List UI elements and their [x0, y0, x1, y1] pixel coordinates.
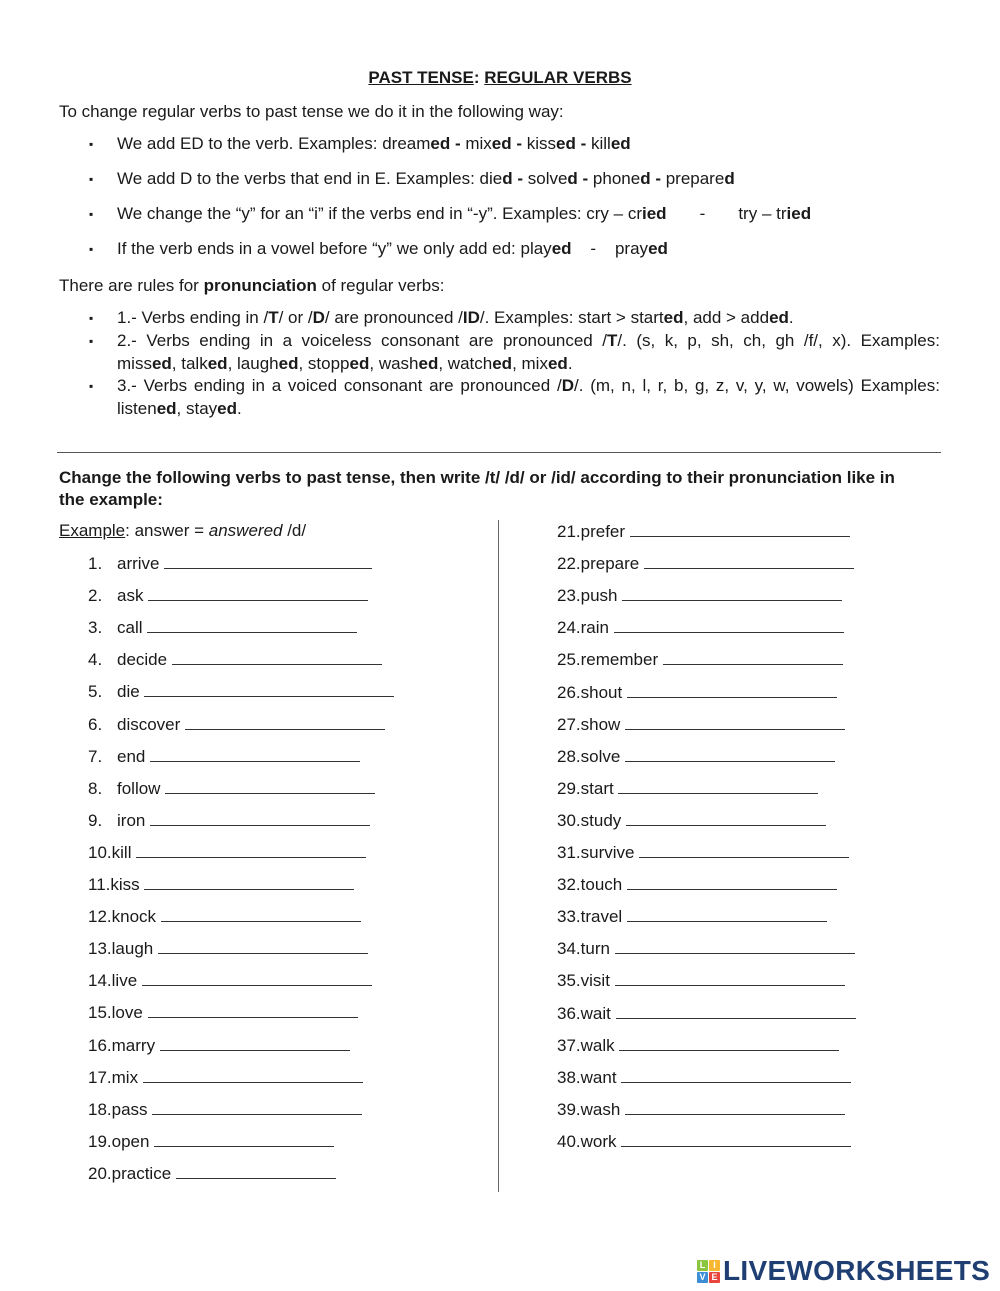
item-number: 35. — [557, 971, 581, 991]
logo-blocks-icon — [697, 1260, 720, 1283]
item-number: 4. — [88, 650, 103, 670]
example-stem: solve — [527, 169, 568, 188]
answer-blank[interactable] — [621, 1067, 851, 1083]
pronunciation-rule-1 — [89, 307, 940, 330]
bullet-square-icon: ▪ — [89, 242, 94, 256]
example-suffix: d — [567, 169, 578, 188]
exercise-item-22 — [557, 553, 854, 574]
exercise-item-25 — [557, 649, 843, 670]
answer-blank[interactable] — [625, 714, 845, 730]
punctuation: , — [176, 398, 186, 418]
text: / or / — [278, 308, 313, 327]
item-number: 5. — [88, 682, 103, 702]
answer-blank[interactable] — [176, 1163, 336, 1179]
answer-blank[interactable] — [625, 1099, 845, 1115]
example-separator: - — [512, 169, 528, 188]
example-separator: - — [577, 169, 593, 188]
answer-blank[interactable] — [626, 810, 826, 826]
item-verb: marry — [111, 1035, 156, 1055]
item-verb: work — [580, 1131, 617, 1151]
item-number: 39. — [557, 1099, 581, 1119]
example-stem: kill — [590, 134, 611, 153]
item-verb: open — [111, 1131, 150, 1151]
exercise-item-32 — [557, 874, 837, 895]
text-bold: D — [312, 308, 325, 327]
example-stem: laugh — [237, 353, 279, 373]
answer-blank[interactable] — [619, 1035, 839, 1051]
text-bold: T — [606, 331, 618, 350]
item-verb: walk — [580, 1035, 615, 1055]
example-suffix: ed — [610, 134, 631, 153]
answer-blank[interactable] — [630, 521, 850, 537]
logo-block-v: V — [697, 1272, 708, 1283]
rule-text: If the verb ends in a vowel before “y” we only add ed: play — [117, 239, 552, 258]
item-number: 17. — [88, 1067, 112, 1087]
exercise-item-24 — [557, 617, 844, 638]
exercise-item-26 — [557, 682, 837, 703]
item-number: 21. — [557, 522, 581, 541]
item-number: 32. — [557, 875, 581, 895]
example-suffix: ed — [547, 353, 568, 373]
item-verb: love — [111, 1003, 143, 1023]
exercise-item-28 — [557, 746, 835, 767]
item-verb: arrive — [117, 554, 160, 573]
exercise-item-16 — [88, 1035, 350, 1056]
punctuation: , — [171, 353, 182, 373]
exercise-item-39 — [557, 1099, 845, 1120]
answer-blank[interactable] — [154, 1131, 334, 1147]
exercise-item-35 — [557, 970, 845, 991]
exercise-item-30 — [557, 810, 826, 831]
example-suffix: ed — [418, 353, 439, 373]
item-number: 26. — [557, 682, 581, 702]
answer-blank[interactable] — [615, 970, 845, 986]
item-number: 23. — [557, 586, 581, 606]
example-suffix: ed — [648, 239, 668, 258]
pronunciation-intro-post: of regular verbs: — [316, 276, 445, 295]
answer-blank[interactable] — [625, 746, 835, 762]
example-stem: watch — [447, 353, 493, 373]
exercise-item-17 — [88, 1067, 363, 1088]
item-number: 10. — [88, 842, 112, 862]
instruction-line-1: Change the following verbs to past tense, then write /t/ /d/ or /id/ according to their pronunciation like in — [59, 468, 895, 487]
item-verb: live — [111, 971, 138, 991]
example-suffix: ed — [217, 398, 238, 418]
logo-block-i: I — [709, 1260, 720, 1271]
pronunciation-intro — [59, 276, 444, 296]
bullet-square-icon: ▪ — [89, 172, 94, 186]
rule-text: We add D to the verbs that end in E. Examples: — [117, 169, 480, 188]
answer-blank[interactable] — [618, 778, 818, 794]
punctuation: , — [512, 353, 522, 373]
item-verb: show — [580, 714, 621, 734]
item-number: 22. — [557, 554, 581, 574]
exercise-item-33 — [557, 906, 827, 927]
example-label: Example — [59, 521, 126, 540]
exercise-item-34 — [557, 938, 855, 959]
example-suffix: ed — [492, 353, 513, 373]
text-bold: ed — [769, 308, 789, 327]
example-stem: die — [479, 169, 503, 188]
text-bold: ed — [663, 308, 684, 327]
example-suffix: ed — [278, 353, 299, 373]
rule-3-examples — [117, 398, 940, 421]
item-number: 34. — [557, 939, 581, 959]
example-suffix: ied — [641, 204, 667, 223]
page-title — [0, 68, 1000, 88]
text: / are pronounced / — [324, 308, 463, 327]
bullet-square-icon: ▪ — [89, 334, 94, 348]
example-stem: wash — [378, 353, 419, 373]
example-separator: - — [511, 134, 527, 153]
answer-blank[interactable] — [160, 1035, 350, 1051]
answer-blank[interactable] — [614, 617, 844, 633]
answer-blank[interactable] — [142, 970, 372, 986]
pronunciation-intro-pre: There are rules for — [59, 276, 204, 295]
text: . — [788, 308, 794, 327]
example-stem: talk — [181, 353, 208, 373]
item-number: 36. — [557, 1003, 581, 1023]
example-stem: phone — [592, 169, 641, 188]
exercise-item-40 — [557, 1131, 851, 1152]
answer-blank[interactable] — [621, 1131, 851, 1147]
item-number: 11. — [88, 875, 111, 894]
answer-blank[interactable] — [164, 553, 372, 569]
item-verb: pass — [111, 1099, 148, 1119]
example-pronunciation: /d/ — [282, 521, 307, 540]
item-number: 2. — [88, 586, 103, 606]
rule-text: - pray — [571, 239, 649, 258]
pronunciation-intro-bold: pronunciation — [203, 276, 317, 295]
instruction-line-2: the example: — [59, 490, 163, 509]
item-verb: shout — [580, 682, 623, 702]
item-number: 24. — [557, 618, 581, 638]
example-suffix: ed — [556, 134, 576, 153]
punctuation: , — [227, 353, 238, 373]
text: /. (s, k, p, sh, ch, gh /f/, x). Examples: — [617, 331, 940, 350]
item-verb: end — [117, 746, 146, 766]
example-stem: mix — [465, 134, 492, 153]
answer-blank[interactable] — [165, 778, 375, 794]
item-verb: study — [580, 810, 622, 830]
exercise-item-1 — [88, 553, 372, 574]
exercise-item-11 — [88, 874, 354, 895]
item-verb: call — [117, 618, 143, 638]
item-number: 29. — [557, 778, 581, 798]
exercise-item-20 — [88, 1163, 336, 1184]
item-number: 25. — [557, 650, 581, 670]
exercise-item-2 — [88, 585, 368, 606]
rule-text: We add ED to the verb. Examples: — [117, 134, 383, 153]
item-verb: wait — [580, 1003, 611, 1023]
bullet-square-icon: ▪ — [89, 311, 94, 325]
item-number: 30. — [557, 810, 581, 830]
punctuation: , — [438, 353, 448, 373]
example-suffix: ed — [430, 134, 451, 153]
answer-blank[interactable] — [147, 617, 357, 633]
example-stem: miss — [117, 353, 152, 373]
item-verb: visit — [580, 971, 610, 991]
punctuation: , — [369, 353, 379, 373]
item-verb: start — [580, 778, 614, 798]
exercise-item-37 — [557, 1035, 839, 1056]
liveworksheets-logo — [697, 1256, 990, 1286]
item-verb: wash — [580, 1099, 621, 1119]
exercise-item-23 — [557, 585, 842, 606]
answer-blank[interactable] — [161, 906, 361, 922]
exercise-item-31 — [557, 842, 849, 863]
text-bold: D — [561, 376, 574, 395]
item-verb: ask — [117, 586, 144, 606]
punctuation: . — [567, 353, 573, 373]
example-answer: answered — [208, 521, 283, 540]
text: 2.- Verbs ending in a voiceless consonant are pronounced / — [117, 331, 607, 350]
item-verb: want — [580, 1067, 617, 1087]
exercise-item-14 — [88, 970, 372, 991]
example-text: : answer = — [125, 521, 209, 540]
exercise-item-3 — [88, 617, 357, 638]
example-stem: kiss — [526, 134, 557, 153]
item-number: 27. — [557, 714, 581, 734]
item-number: 20. — [88, 1163, 112, 1183]
intro-text: To change regular verbs to past tense we do it in the following way: — [59, 102, 564, 121]
item-number: 15. — [88, 1003, 112, 1023]
item-verb: push — [580, 586, 618, 606]
answer-blank[interactable] — [152, 1099, 362, 1115]
answer-blank[interactable] — [663, 649, 843, 665]
answer-blank[interactable] — [644, 553, 854, 569]
exercise-item-27 — [557, 714, 845, 735]
text: /. Examples: start > start — [479, 308, 664, 327]
item-number: 16. — [88, 1035, 112, 1055]
rule-text: - try – tr — [666, 204, 787, 223]
logo-block-l: L — [697, 1260, 708, 1271]
logo-block-e: E — [709, 1272, 720, 1283]
exercise-item-19 — [88, 1131, 334, 1152]
exercise-item-8 — [88, 778, 375, 799]
example-stem: mix — [521, 353, 548, 373]
text: , add > add — [683, 308, 770, 327]
item-verb: survive — [580, 843, 635, 862]
exercise-item-15 — [88, 1002, 358, 1023]
exercise-item-10 — [88, 842, 366, 863]
example-stem: listen — [117, 398, 157, 418]
exercise-item-4 — [88, 649, 382, 670]
exercise-item-6 — [88, 714, 385, 735]
item-number: 18. — [88, 1099, 112, 1119]
answer-blank[interactable] — [148, 585, 368, 601]
example-suffix: d — [724, 169, 735, 188]
example-suffix: ed — [156, 398, 177, 418]
item-number: 33. — [557, 907, 581, 927]
exercise-item-7 — [88, 746, 360, 767]
example-suffix: ed — [551, 239, 572, 258]
punctuation: , — [298, 353, 308, 373]
exercise-item-5 — [88, 681, 394, 702]
item-verb: mix — [111, 1067, 139, 1087]
spelling-rule-3 — [89, 203, 812, 226]
item-number: 13. — [88, 939, 112, 959]
answer-blank[interactable] — [615, 938, 855, 954]
item-number: 1. — [88, 554, 103, 573]
text-bold: T — [268, 308, 279, 327]
spelling-rule-1 — [89, 133, 631, 156]
punctuation: . — [237, 398, 242, 418]
rule-2-examples — [117, 353, 940, 376]
item-number: 9. — [88, 810, 103, 830]
item-verb: turn — [580, 939, 610, 959]
exercise-item-12 — [88, 906, 361, 927]
item-number: 37. — [557, 1035, 581, 1055]
item-verb: travel — [580, 907, 623, 927]
answer-blank[interactable] — [144, 681, 394, 697]
answer-blank[interactable] — [150, 810, 370, 826]
item-number: 38. — [557, 1067, 581, 1087]
rule-text: We change the “y” for an “i” if the verbs end in “-y”. Examples: cry – cr — [117, 204, 642, 223]
example-separator: - — [575, 134, 591, 153]
item-verb: decide — [117, 650, 168, 670]
item-verb: solve — [580, 746, 621, 766]
text-bold: ID — [462, 308, 480, 327]
item-number: 28. — [557, 746, 581, 766]
example-separator: - — [450, 134, 466, 153]
answer-blank[interactable] — [639, 842, 849, 858]
answer-blank[interactable] — [616, 1003, 856, 1019]
example-suffix: ed — [207, 353, 228, 373]
answer-blank[interactable] — [143, 1067, 363, 1083]
exercise-item-13 — [88, 938, 368, 959]
text: 3.- Verbs ending in a voiced consonant are pronounced / — [117, 376, 562, 395]
item-number: 31. — [557, 843, 581, 862]
item-verb: remember — [580, 650, 659, 670]
answer-blank[interactable] — [185, 714, 385, 730]
item-verb: prepare — [580, 554, 640, 574]
spelling-rule-2 — [89, 168, 735, 191]
answer-blank[interactable] — [627, 874, 837, 890]
item-number: 3. — [88, 618, 103, 638]
bullet-square-icon: ▪ — [89, 137, 94, 151]
example-separator: - — [650, 169, 666, 188]
example-suffix: ed — [151, 353, 172, 373]
item-verb: kiss — [110, 875, 140, 894]
exercise-item-29 — [557, 778, 818, 799]
item-number: 8. — [88, 778, 103, 798]
example-line — [59, 521, 306, 541]
item-number: 7. — [88, 746, 103, 766]
answer-blank[interactable] — [136, 842, 366, 858]
answer-blank[interactable] — [144, 874, 354, 890]
answer-blank[interactable] — [172, 649, 382, 665]
item-verb: touch — [580, 875, 623, 895]
example-stem: stay — [185, 398, 218, 418]
item-verb: practice — [111, 1163, 172, 1183]
answer-blank[interactable] — [627, 906, 827, 922]
text: /. (m, n, l, r, b, g, z, v, y, w, vowels) Examples: — [574, 376, 940, 395]
example-stem: stopp — [307, 353, 350, 373]
answer-blank[interactable] — [150, 746, 360, 762]
item-verb: iron — [117, 810, 146, 830]
answer-blank[interactable] — [158, 938, 368, 954]
example-suffix: ed — [349, 353, 370, 373]
exercise-item-9 — [88, 810, 370, 831]
example-suffix: ied — [786, 204, 812, 223]
example-stem: prepare — [665, 169, 725, 188]
item-number: 14. — [88, 971, 112, 991]
exercise-item-21 — [557, 521, 850, 542]
item-number: 6. — [88, 714, 103, 734]
item-verb: prefer — [580, 522, 626, 541]
bullet-square-icon: ▪ — [89, 379, 94, 393]
example-suffix: ed — [491, 134, 512, 153]
spelling-rule-4 — [89, 238, 668, 261]
answer-blank[interactable] — [627, 682, 837, 698]
exercise-item-18 — [88, 1099, 362, 1120]
exercise-instruction — [59, 467, 941, 511]
example-suffix: d — [640, 169, 651, 188]
example-stem: dream — [382, 134, 431, 153]
pronunciation-rule-3 — [89, 375, 940, 420]
exercise-item-38 — [557, 1067, 851, 1088]
text: 1.- Verbs ending in / — [117, 308, 269, 327]
item-verb: die — [117, 682, 140, 702]
title-part1: PAST TENSE — [368, 68, 474, 87]
pronunciation-rule-2 — [89, 330, 940, 375]
example-suffix: d — [502, 169, 513, 188]
title-separator: : — [473, 68, 485, 87]
item-verb: discover — [117, 714, 181, 734]
answer-blank[interactable] — [148, 1002, 358, 1018]
item-verb: kill — [111, 842, 132, 862]
section-divider — [57, 452, 941, 453]
item-verb: knock — [111, 907, 157, 927]
bullet-square-icon: ▪ — [89, 207, 94, 221]
title-part2: REGULAR VERBS — [484, 68, 632, 87]
logo-text: LIVEWORKSHEETS — [723, 1255, 991, 1286]
item-verb: laugh — [111, 939, 154, 959]
item-number: 19. — [88, 1131, 112, 1151]
item-verb: rain — [580, 618, 609, 638]
item-number: 40. — [557, 1131, 581, 1151]
item-number: 12. — [88, 907, 112, 927]
exercise-item-36 — [557, 1003, 856, 1024]
item-verb: follow — [117, 778, 161, 798]
answer-blank[interactable] — [622, 585, 842, 601]
column-divider — [498, 520, 499, 1192]
